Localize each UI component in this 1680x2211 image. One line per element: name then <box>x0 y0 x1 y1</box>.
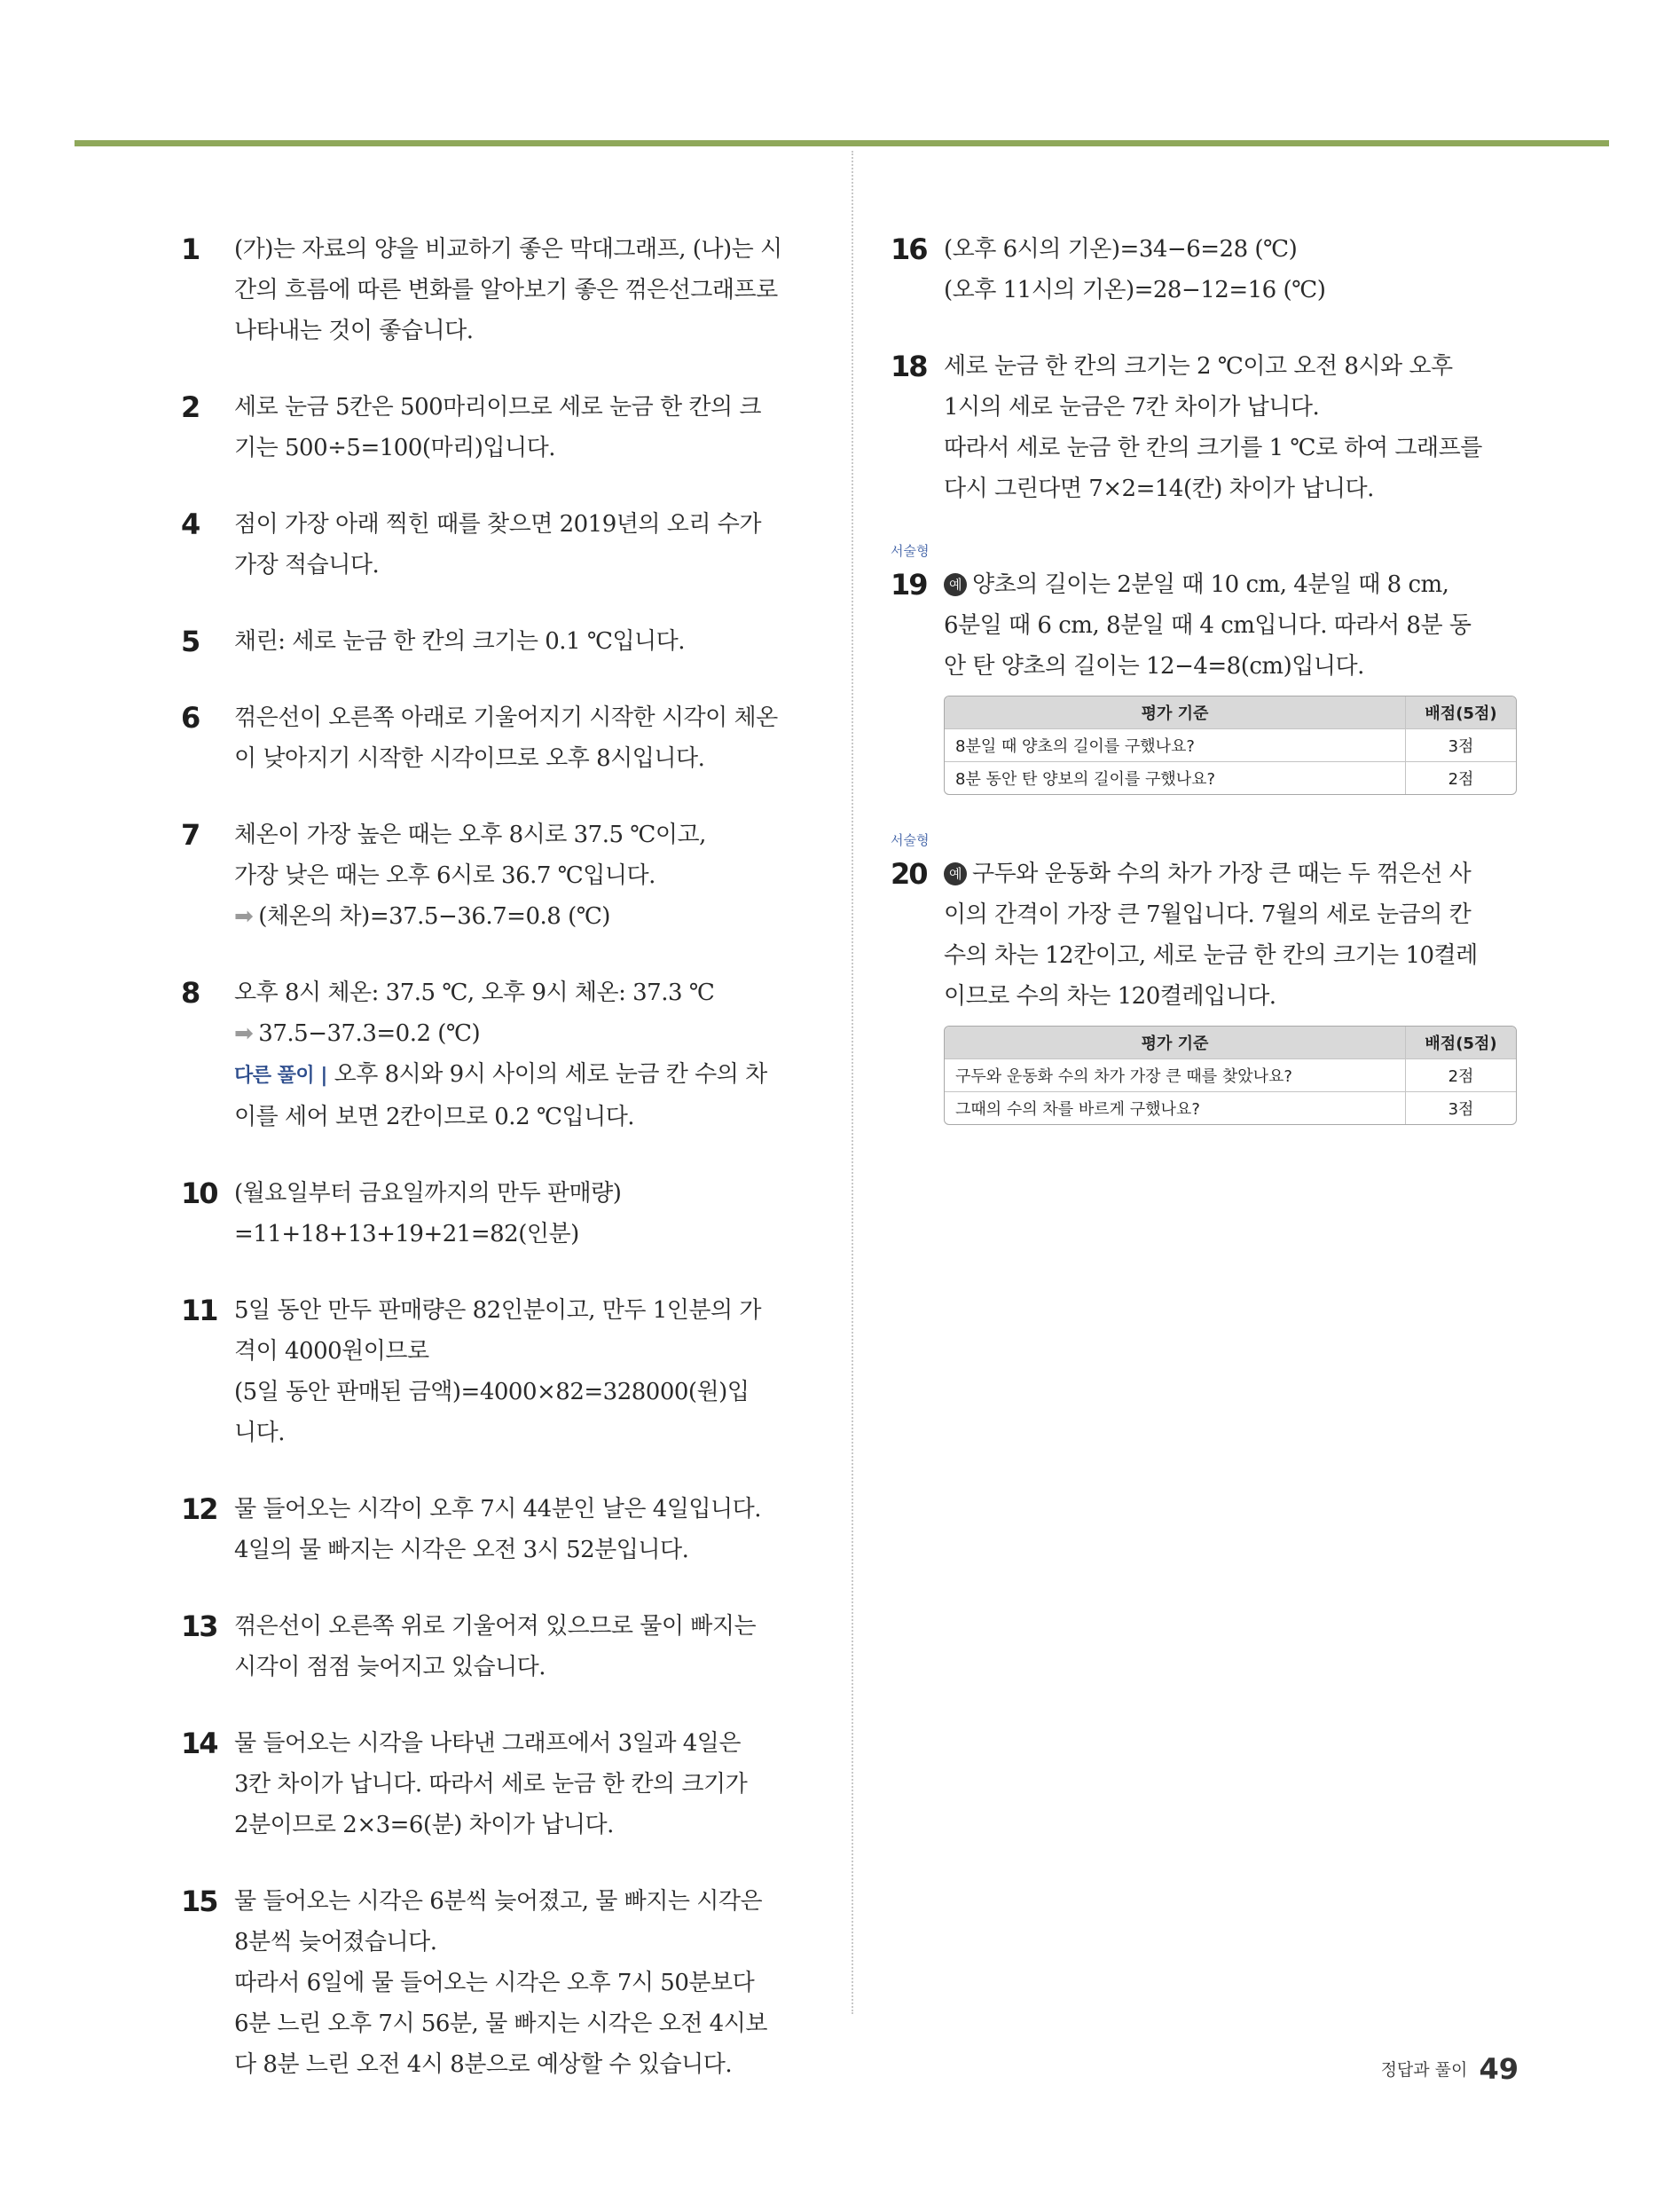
rubric-row <box>945 761 1516 794</box>
answer-item-18 <box>891 346 1520 509</box>
rubric-criteria: 8분 동안 탄 양보의 길이를 구했나요? <box>945 761 1405 794</box>
item-line: 이므로 수의 차는 120켤레입니다. <box>944 983 1276 1010</box>
item-number: 20 <box>891 857 927 891</box>
column-divider <box>852 151 853 2014</box>
item-line: (오후 11시의 기온)=28−12=16 (℃) <box>944 277 1326 303</box>
item-number: 5 <box>181 625 200 658</box>
alt-solution-text: 오후 8시와 9시 사이의 세로 눈금 칸 수의 차 <box>326 1061 767 1088</box>
item-line: 체온이 가장 높은 때는 오후 8시로 37.5 ℃이고, <box>234 822 706 848</box>
answer-item-16 <box>891 229 1520 311</box>
arrow-icon: ➡ <box>234 903 254 930</box>
item-line: 꺾은선이 오른쪽 아래로 기울어지기 시작한 시각이 체온 <box>234 704 778 731</box>
item-line: 6분 느린 오후 7시 56분, 물 빠지는 시각은 오전 4시보 <box>234 2010 767 2037</box>
item-line: (가)는 자료의 양을 비교하기 좋은 막대그래프, (나)는 시 <box>234 236 782 263</box>
rubric-header-row <box>945 696 1516 728</box>
rubric-row <box>945 728 1516 761</box>
item-line: 시각이 점점 늦어지고 있습니다. <box>234 1654 546 1680</box>
item-line: (월요일부터 금요일까지의 만두 판매량) <box>234 1180 622 1207</box>
item-arrow-line <box>234 896 820 937</box>
answer-item-19 <box>891 543 1520 795</box>
right-column <box>891 229 1520 1161</box>
item-line: 채린: 세로 눈금 한 칸의 크기는 0.1 ℃입니다. <box>234 628 686 655</box>
item-number: 4 <box>181 508 200 541</box>
answer-item-2 <box>181 387 820 468</box>
item-line: 가장 낮은 때는 오후 6시로 36.7 ℃입니다. <box>234 862 656 889</box>
item-number: 16 <box>891 232 927 266</box>
item-number: 1 <box>181 232 200 266</box>
item-number: 11 <box>181 1294 217 1327</box>
answer-item-7 <box>181 814 820 937</box>
item-line: 이 낮아지기 시작한 시각이므로 오후 8시입니다. <box>234 745 705 772</box>
item-line: 6분일 때 6 cm, 8분일 때 4 cm입니다. 따라서 8분 동 <box>944 612 1472 639</box>
page-footer <box>1381 2052 1519 2086</box>
item-line: (오후 6시의 기온)=34−6=28 (℃) <box>944 236 1298 263</box>
item-number: 12 <box>181 1492 217 1526</box>
item-line: 다 8분 느린 오전 4시 8분으로 예상할 수 있습니다. <box>234 2051 733 2078</box>
item-line: 기는 500÷5=100(마리)입니다. <box>234 435 555 461</box>
item-line: 세로 눈금 한 칸의 크기는 2 ℃이고 오전 8시와 오후 <box>944 353 1453 380</box>
rubric-criteria: 구두와 운동화 수의 차가 가장 큰 때를 찾았나요? <box>945 1058 1405 1091</box>
answer-item-15 <box>181 1881 820 2085</box>
item-line-text: 양초의 길이는 2분일 때 10 cm, 4분일 때 8 cm, <box>972 571 1449 598</box>
item-line: 이의 간격이 가장 큰 7월입니다. 7월의 세로 눈금의 칸 <box>944 901 1472 928</box>
item-line: 가장 적습니다. <box>234 552 380 578</box>
item-number: 2 <box>181 390 200 424</box>
arrow-icon: ➡ <box>234 1020 254 1047</box>
item-number: 13 <box>181 1609 217 1643</box>
item-line: 다시 그린다면 7×2=14(칸) 차이가 납니다. <box>944 476 1374 502</box>
item-number: 15 <box>181 1884 217 1918</box>
item-line: 1시의 세로 눈금은 7칸 차이가 납니다. <box>944 394 1320 421</box>
item-number: 8 <box>181 976 200 1010</box>
answer-item-1 <box>181 229 820 351</box>
item-line: 3칸 차이가 납니다. 따라서 세로 눈금 한 칸의 크기가 <box>234 1771 748 1798</box>
answer-item-4 <box>181 504 820 586</box>
item-number: 14 <box>181 1727 217 1760</box>
rubric-score: 3점 <box>1405 1091 1516 1124</box>
item-line <box>944 854 1520 894</box>
example-mark: 예 <box>944 862 967 885</box>
rubric-score: 2점 <box>1405 761 1516 794</box>
item-line: 꺾은선이 오른쪽 위로 기울어져 있으므로 물이 빠지는 <box>234 1613 757 1640</box>
answer-item-6 <box>181 697 820 779</box>
item-number: 10 <box>181 1176 217 1210</box>
arrow-text: 37.5−37.3=0.2 (℃) <box>258 1020 481 1047</box>
item-number: 19 <box>891 568 927 602</box>
answer-item-5 <box>181 621 820 662</box>
arrow-text: (체온의 차)=37.5−36.7=0.8 (℃) <box>258 903 610 930</box>
rubric-criteria: 8분일 때 양초의 길이를 구했나요? <box>945 728 1405 761</box>
item-line: (5일 동안 판매된 금액)=4000×82=328000(원)입 <box>234 1379 750 1405</box>
item-line: 점이 가장 아래 찍힌 때를 찾으면 2019년의 오리 수가 <box>234 511 761 538</box>
answer-item-13 <box>181 1606 820 1688</box>
answer-item-12 <box>181 1489 820 1570</box>
rubric-header-score: 배점(5점) <box>1405 1027 1516 1058</box>
rubric-score: 3점 <box>1405 728 1516 761</box>
item-line: 물 들어오는 시각은 6분씩 늦어졌고, 물 빠지는 시각은 <box>234 1888 763 1915</box>
item-line: 세로 눈금 5칸은 500마리이므로 세로 눈금 한 칸의 크 <box>234 394 761 421</box>
item-line: 간의 흐름에 따른 변화를 알아보기 좋은 꺾은선그래프로 <box>234 277 778 303</box>
rubric-score: 2점 <box>1405 1058 1516 1091</box>
item-line: 5일 동안 만두 판매량은 82인분이고, 만두 1인분의 가 <box>234 1297 761 1324</box>
answer-item-11 <box>181 1290 820 1453</box>
page-number: 49 <box>1479 2052 1519 2086</box>
item-line: =11+18+13+19+21=82(인분) <box>234 1221 579 1247</box>
answer-item-20 <box>891 832 1520 1125</box>
item-line: 오후 8시 체온: 37.5 ℃, 오후 9시 체온: 37.3 ℃ <box>234 980 715 1006</box>
scoring-rubric-table <box>944 1026 1517 1125</box>
rubric-header-criteria: 평가 기준 <box>945 696 1405 728</box>
item-line: 니다. <box>234 1420 285 1446</box>
item-line <box>944 564 1520 605</box>
footer-label: 정답과 풀이 <box>1380 2060 1468 2080</box>
item-line-text: 구두와 운동화 수의 차가 가장 큰 때는 두 꺾은선 사 <box>972 861 1472 887</box>
item-line: 따라서 6일에 물 들어오는 시각은 오후 7시 50분보다 <box>234 1970 755 1996</box>
item-line: 8분씩 늦어졌습니다. <box>234 1929 437 1955</box>
scoring-rubric-table <box>944 696 1517 795</box>
item-number: 18 <box>891 350 927 383</box>
example-mark: 예 <box>944 573 967 596</box>
item-line: 물 들어오는 시각을 나타낸 그래프에서 3일과 4일은 <box>234 1730 741 1757</box>
rubric-row <box>945 1091 1516 1124</box>
left-column <box>181 229 820 2121</box>
answer-item-14 <box>181 1723 820 1845</box>
top-rule <box>75 140 1609 146</box>
item-line: 안 탄 양초의 길이는 12−4=8(cm)입니다. <box>944 653 1364 680</box>
item-line: 4일의 물 빠지는 시각은 오전 3시 52분입니다. <box>234 1537 689 1563</box>
item-line: 물 들어오는 시각이 오후 7시 44분인 날은 4일입니다. <box>234 1496 761 1523</box>
rubric-row <box>945 1058 1516 1091</box>
answer-item-8 <box>181 972 820 1137</box>
item-arrow-line <box>234 1013 820 1054</box>
item-line: 따라서 세로 눈금 한 칸의 크기를 1 ℃로 하여 그래프를 <box>944 435 1482 461</box>
essay-type-tag: 서술형 <box>891 543 930 559</box>
alt-solution-line: 이를 세어 보면 2칸이므로 0.2 ℃입니다. <box>234 1104 635 1130</box>
item-number: 6 <box>181 701 200 735</box>
answer-item-10 <box>181 1173 820 1255</box>
alt-solution-label: 다른 풀이 | <box>234 1065 327 1087</box>
rubric-header-score: 배점(5점) <box>1405 696 1516 728</box>
item-number: 7 <box>181 818 200 852</box>
item-line: 나타내는 것이 좋습니다. <box>234 318 474 344</box>
rubric-header-criteria: 평가 기준 <box>945 1027 1405 1058</box>
item-line: 2분이므로 2×3=6(분) 차이가 납니다. <box>234 1812 614 1838</box>
rubric-criteria: 그때의 수의 차를 바르게 구했나요? <box>945 1091 1405 1124</box>
essay-type-tag: 서술형 <box>891 832 930 848</box>
item-line: 수의 차는 12칸이고, 세로 눈금 한 칸의 크기는 10켤레 <box>944 942 1478 969</box>
item-line: 격이 4000원이므로 <box>234 1338 429 1365</box>
alt-solution-line <box>234 1054 820 1097</box>
rubric-header-row <box>945 1027 1516 1058</box>
